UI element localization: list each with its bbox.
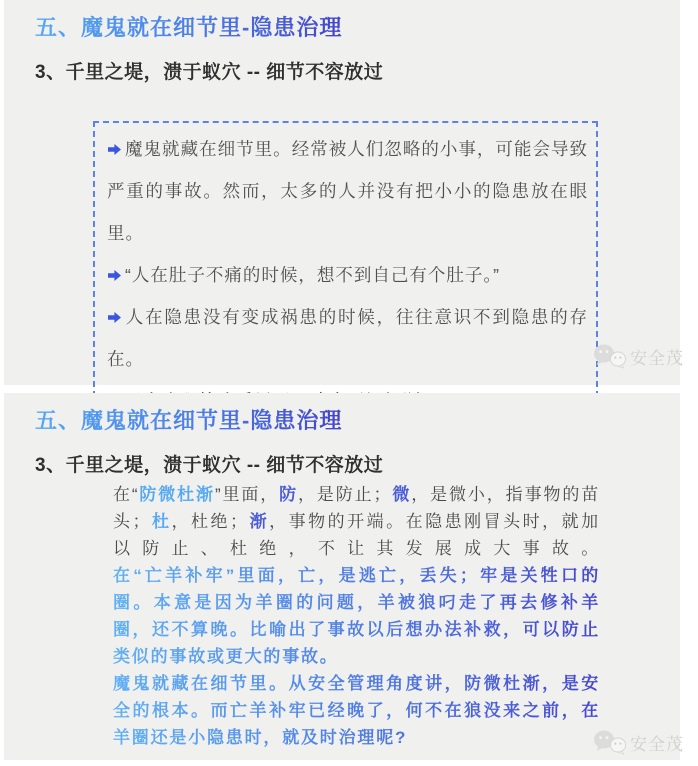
bullet-item [107,128,588,254]
slide-2-title: 五、魔鬼就在细节里-隐患治理 [35,404,342,435]
slide-2-body [113,481,600,751]
text-segment: 微 [392,485,412,504]
watermark [592,343,684,369]
text-segment: ，杜绝； [171,512,249,531]
bullet-item [107,254,588,296]
slide-1-subtitle: 3、千里之堤，溃于蚁穴 -- 细节不容放过 [35,62,384,83]
arrow-bullet-icon [107,269,122,282]
text-segment: 防 [279,485,299,504]
text-segment: ，事物的开端。在隐患刚冒头时，就加以防止、杜绝，不让其发展成大事故。 [113,512,600,558]
watermark-text: 安全茂 [630,734,684,754]
arrow-bullet-icon [107,143,122,156]
slide-2 [4,393,684,760]
bullet-text: “人在肚子不痛的时候，想不到自己有个肚子。” [125,265,500,285]
text-segment: ，是微小，指事物的苗头； [113,485,600,531]
text-segment: 杜 [151,512,172,531]
text-segment: ，是防止； [298,485,393,504]
slide-1 [4,0,684,385]
paragraph-conclusion: 魔鬼就藏在细节里。从安全管理角度讲，防微杜渐，是安全的根本。而亡羊补牢已经晚了，何不在狼没来之前，在羊圈还是小隐患时，就及时治理呢? [113,670,600,751]
text-segment: 在“ [113,485,140,504]
arrow-bullet-icon [107,311,122,324]
watermark [592,729,684,755]
bullet-item [107,296,588,380]
bullet-text: 人在隐患没有变成祸患的时候，往往意识不到隐患的存在。 [107,307,588,369]
paragraph-fangweidujian [113,481,600,562]
bullet-text: 魔鬼就藏在细节里。经常被人们忽略的小事，可能会导致严重的事故。然而，太多的人并没有把小小的隐患放在眼里。 [107,139,588,243]
wechat-logo-icon [592,729,628,755]
paragraph-wangyangbulao: 在“亡羊补牢”里面，亡，是逃亡，丢失；牢是关牲口的圈。本意是因为羊圈的问题，羊被狼叼走了再去修补羊圈，还不算晚。比喻出了事故以后想办法补救，可以防止类似的事故或更大的事故。 [113,562,600,670]
text-segment: 防微杜渐 [139,485,215,504]
text-segment: ”里面， [214,485,280,504]
watermark-text: 安全茂 [630,348,684,368]
slide-2-subtitle: 3、千里之堤，溃于蚁穴 -- 细节不容放过 [35,455,384,476]
slide-1-title: 五、魔鬼就在细节里-隐患治理 [35,11,342,42]
wechat-logo-icon [592,343,628,369]
dashed-bullet-box [93,121,598,427]
text-segment: 渐 [248,512,270,531]
